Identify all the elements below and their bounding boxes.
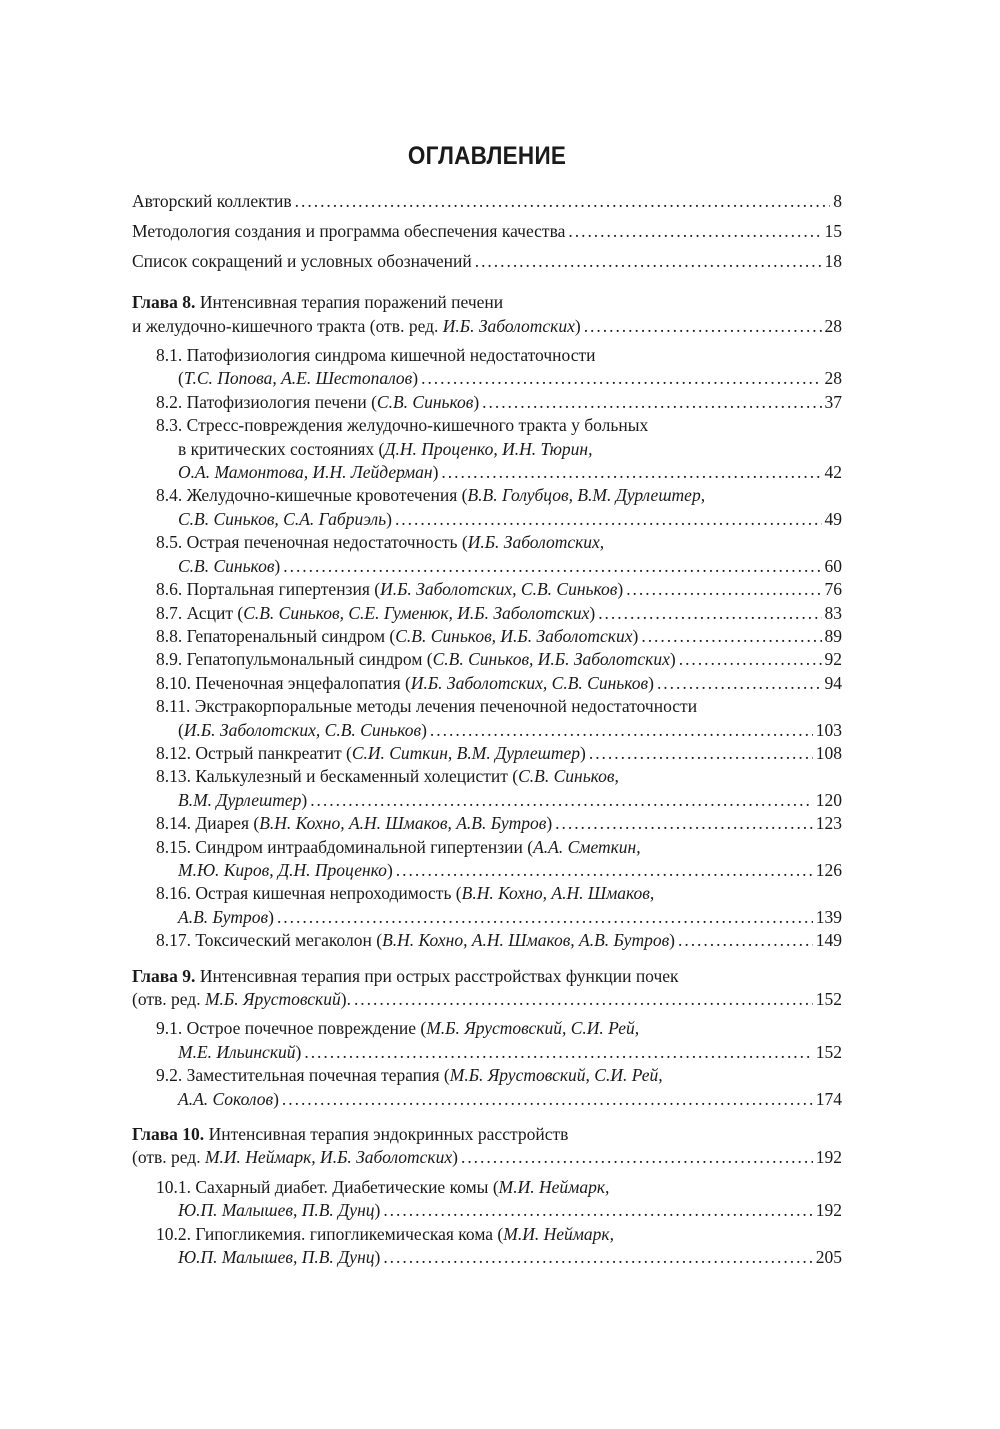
section-authors: В.Н. Кохно, А.Н. Шмаков, xyxy=(461,883,655,904)
punct: ( xyxy=(178,368,184,389)
section-title: 8.6. Портальная гипертензия ( xyxy=(156,579,381,600)
toc-chapter-8[interactable] xyxy=(132,291,842,338)
punct: ) xyxy=(374,1247,381,1268)
page-number: 60 xyxy=(824,555,842,576)
section-title: 8.11. Экстракорпоральные методы лечения печеночной недостаточности xyxy=(156,696,698,717)
page-number: 37 xyxy=(824,391,842,412)
page-number: 8 xyxy=(833,191,842,211)
section-authors: С.В. Синьков, И.Б. Заболотских xyxy=(432,649,670,670)
section-title: 8.8. Гепаторенальный синдром ( xyxy=(156,625,396,646)
leader-dots xyxy=(430,719,813,742)
toc-section-8-3[interactable] xyxy=(132,414,842,484)
chapter-title-line1: Интенсивная терапия при острых расстройствах функции почек xyxy=(195,965,679,986)
section-title: 8.13. Калькулезный и бескаменный холецистит ( xyxy=(156,766,519,787)
punct: ) xyxy=(574,315,581,336)
chapter-title-line2: и желудочно-кишечного тракта (отв. ред. xyxy=(132,315,443,336)
section-title: 8.16. Острая кишечная непроходимость ( xyxy=(156,883,462,904)
chapter-title-line2: (отв. ред. xyxy=(132,989,205,1009)
leader-dots xyxy=(657,672,822,695)
leader-dots xyxy=(482,391,821,414)
toc-section-9-1[interactable] xyxy=(132,1017,842,1064)
leader-dots xyxy=(421,367,821,390)
section-authors-cont: Ю.П. Малышев, П.В. Дунц xyxy=(178,1247,375,1268)
toc-section-10-2[interactable] xyxy=(132,1223,842,1270)
punct: ) xyxy=(632,625,639,646)
punct: ) xyxy=(669,930,675,951)
section-title: 8.12. Острый панкреатит ( xyxy=(156,742,352,763)
punct: ) xyxy=(421,719,427,740)
leader-dots xyxy=(461,1146,813,1169)
punct: ) xyxy=(432,462,439,483)
toc-chapter-10[interactable] xyxy=(132,1123,842,1170)
leader-dots xyxy=(678,929,813,952)
page-number: 103 xyxy=(815,719,842,740)
page-number: 152 xyxy=(815,989,842,1009)
toc-section-8-15[interactable] xyxy=(132,836,842,883)
section-title: 8.5. Острая печеночная недостаточность ( xyxy=(156,532,468,553)
punct: ( xyxy=(178,719,184,740)
section-authors: И.Б. Заболотских, xyxy=(467,532,605,553)
page-number: 192 xyxy=(815,1200,842,1221)
leader-dots xyxy=(641,625,821,648)
section-authors: И.Б. Заболотских, С.В. Синьков xyxy=(410,672,649,693)
section-authors-cont: С.В. Синьков, С.А. Габриэль xyxy=(178,508,387,529)
toc-section-8-2[interactable] xyxy=(132,391,842,414)
section-title: 8.15. Синдром интраабдоминальной гипертензии ( xyxy=(156,836,534,857)
toc-page xyxy=(132,140,842,1269)
toc-section-8-16[interactable] xyxy=(132,882,842,929)
section-authors: В.Н. Кохно, А.Н. Шмаков, А.В. Бутров xyxy=(259,813,547,834)
page-number: 149 xyxy=(815,930,842,951)
section-authors: В.В. Голубцов, В.М. Дурлештер, xyxy=(467,485,706,506)
punct: ) xyxy=(473,391,480,412)
section-authors: А.А. Сметкин, xyxy=(533,836,641,857)
punct: ) xyxy=(301,789,308,810)
page-number: 15 xyxy=(824,220,842,241)
toc-section-8-8[interactable] xyxy=(132,625,842,648)
section-title: 8.14. Диарея ( xyxy=(156,813,260,834)
leader-dots xyxy=(475,250,822,273)
punct: ) xyxy=(648,672,654,693)
leader-dots xyxy=(568,220,821,243)
toc-section-8-4[interactable] xyxy=(132,484,842,531)
section-authors: И.Б. Заболотских, С.В. Синьков xyxy=(380,579,618,600)
chapter-title-line1: Интенсивная терапия поражений печени xyxy=(195,292,504,313)
punct: ) xyxy=(669,649,676,670)
section-authors: Д.Н. Проценко, И.Н. Тюрин, xyxy=(384,438,593,459)
leader-dots xyxy=(598,602,821,625)
page-number: 42 xyxy=(824,462,842,483)
punct: ) xyxy=(589,602,596,623)
punct: ) xyxy=(580,742,586,763)
punct: ) xyxy=(295,1041,302,1062)
page-number: 83 xyxy=(824,602,842,623)
punct: ) xyxy=(452,1147,458,1168)
page-number: 49 xyxy=(824,508,842,529)
chapter-number: Глава 10. xyxy=(132,1124,205,1145)
toc-section-8-7[interactable] xyxy=(132,602,842,625)
section-authors: М.Б. Ярустовский, С.И. Рей, xyxy=(449,1065,663,1086)
section-authors: В.Н. Кохно, А.Н. Шмаков, А.В. Бутров xyxy=(382,930,670,951)
section-authors: С.В. Синьков, С.Е. Гуменюк, И.Б. Заболотских xyxy=(243,602,590,623)
leader-dots xyxy=(282,1088,813,1111)
entry-title: Авторский коллектив xyxy=(132,191,292,211)
page-number: 120 xyxy=(815,789,842,810)
chapter-number: Глава 8. xyxy=(132,292,196,313)
toc-section-8-5[interactable] xyxy=(132,531,842,578)
toc-section-8-14[interactable] xyxy=(132,812,842,835)
page-number: 89 xyxy=(824,625,842,646)
section-authors-cont: А.В. Бутров xyxy=(178,906,269,927)
section-authors: С.В. Синьков, xyxy=(518,766,619,787)
page-number: 28 xyxy=(824,315,842,336)
page-number: 174 xyxy=(815,1088,842,1109)
chapter-title-line2: (отв. ред. xyxy=(132,1147,205,1168)
punct: ) xyxy=(412,368,419,389)
toc-section-9-2[interactable] xyxy=(132,1064,842,1111)
toc-section-8-1[interactable] xyxy=(132,344,842,391)
page-number: 92 xyxy=(824,649,842,670)
entry-title: Методология создания и программа обеспечения качества xyxy=(132,220,566,241)
section-authors: И.Б. Заболотских, С.В. Синьков xyxy=(183,719,422,740)
leader-dots xyxy=(283,555,821,578)
section-title: 10.2. Гипогликемия. гипогликемическая кома ( xyxy=(156,1223,504,1244)
page-number: 94 xyxy=(824,672,842,693)
leader-dots xyxy=(626,578,821,601)
section-title: 8.3. Стресс-повреждения желудочно-кишечного тракта у больных xyxy=(156,415,649,436)
page-number: 192 xyxy=(815,1147,842,1168)
page-title: ОГЛАВЛЕНИЕ xyxy=(407,142,567,170)
section-title: 8.17. Токсический мегаколон ( xyxy=(156,930,383,951)
toc-entry-authors[interactable] xyxy=(132,190,842,213)
leader-dots xyxy=(304,1041,812,1064)
chapter-title-line1: Интенсивная терапия эндокринных расстройств xyxy=(204,1124,569,1145)
leader-dots xyxy=(679,648,822,671)
punct: ) xyxy=(274,555,281,576)
leader-dots xyxy=(441,461,821,484)
chapter-editor: И.Б. Заболотских xyxy=(442,315,575,336)
punct: ) xyxy=(546,813,553,834)
section-authors: С.В. Синьков xyxy=(376,391,474,412)
section-authors-cont: М.Ю. Киров, Д.Н. Проценко xyxy=(178,859,387,880)
section-authors-cont: А.А. Соколов xyxy=(178,1088,274,1109)
page-number: 205 xyxy=(815,1247,842,1268)
leader-dots xyxy=(395,508,822,531)
toc-entry-methodology[interactable] xyxy=(132,220,842,243)
page-number: 152 xyxy=(815,1041,842,1062)
punct: ) xyxy=(268,906,274,927)
section-title: 8.1. Патофизиология синдрома кишечной недостаточности xyxy=(156,345,596,366)
leader-dots xyxy=(277,906,813,929)
leader-dots xyxy=(584,315,822,338)
page-number: 123 xyxy=(815,813,842,834)
section-title: 8.2. Патофизиология печени ( xyxy=(156,391,377,412)
toc-section-10-1[interactable] xyxy=(132,1176,842,1223)
section-authors: М.Б. Ярустовский, С.И. Рей, xyxy=(426,1018,640,1039)
section-authors: С.В. Синьков, И.Б. Заболотских xyxy=(395,625,633,646)
punct: ) xyxy=(617,579,624,600)
page-number: 108 xyxy=(815,742,842,763)
section-title: 9.2. Заместительная почечная терапия ( xyxy=(156,1065,450,1086)
entry-title: Список сокращений и условных обозначений xyxy=(132,250,472,271)
section-title-cont: в критических состояниях ( xyxy=(178,438,385,459)
leader-dots xyxy=(383,1199,812,1222)
toc-section-8-9[interactable] xyxy=(132,648,842,671)
leader-dots xyxy=(383,1246,812,1269)
toc-section-8-13[interactable] xyxy=(132,765,842,812)
page-number: 76 xyxy=(824,579,842,600)
section-title: 8.4. Желудочно-кишечные кровотечения ( xyxy=(156,485,468,506)
section-title: 10.1. Сахарный диабет. Диабетические комы ( xyxy=(156,1176,499,1197)
toc-section-8-12[interactable] xyxy=(132,742,842,765)
leader-dots xyxy=(589,742,813,765)
section-title: 8.10. Печеночная энцефалопатия ( xyxy=(156,672,411,693)
page-number: 126 xyxy=(815,859,842,880)
leader-dots xyxy=(396,859,813,882)
page-number: 18 xyxy=(824,250,842,271)
leader-dots xyxy=(310,789,813,812)
chapter-number: Глава 9. xyxy=(132,965,196,986)
section-authors: М.И. Неймарк, xyxy=(498,1176,610,1197)
section-authors-cont: В.М. Дурлештер xyxy=(178,789,302,810)
page-number: 139 xyxy=(815,906,842,927)
section-authors: Т.С. Попова, А.Е. Шестопалов xyxy=(183,368,413,389)
toc-section-8-6[interactable] xyxy=(132,578,842,601)
section-title: 8.7. Асцит ( xyxy=(156,602,244,623)
toc-entry-abbreviations[interactable] xyxy=(132,250,842,273)
punct: ). xyxy=(340,989,351,1009)
section-authors: С.И. Ситкин, В.М. Дурлештер xyxy=(351,742,581,763)
leader-dots xyxy=(354,988,813,1011)
toc-section-8-10[interactable] xyxy=(132,672,842,695)
section-authors-cont: С.В. Синьков xyxy=(178,555,275,576)
section-authors: М.И. Неймарк, xyxy=(503,1223,614,1244)
section-authors-cont: Ю.П. Малышев, П.В. Дунц xyxy=(178,1200,375,1221)
toc-chapter-9[interactable] xyxy=(132,965,842,1012)
toc-section-8-11[interactable] xyxy=(132,695,842,742)
leader-dots xyxy=(295,190,831,213)
section-title: 8.9. Гепатопульмональный синдром ( xyxy=(156,649,433,670)
punct: ) xyxy=(273,1088,279,1109)
leader-dots xyxy=(555,812,813,835)
section-authors-cont: О.А. Мамонтова, И.Н. Лейдерман xyxy=(178,462,433,483)
chapter-editor: М.И. Неймарк, И.Б. Заболотских xyxy=(204,1147,453,1168)
punct: ) xyxy=(386,508,392,529)
page-number: 28 xyxy=(824,368,842,389)
toc-section-8-17[interactable] xyxy=(132,929,842,952)
punct: ) xyxy=(374,1200,381,1221)
chapter-editor: М.Б. Ярустовский xyxy=(204,989,341,1009)
section-authors-cont: М.Е. Ильинский xyxy=(178,1041,296,1062)
section-title: 9.1. Острое почечное повреждение ( xyxy=(156,1018,427,1039)
punct: ) xyxy=(386,859,393,880)
